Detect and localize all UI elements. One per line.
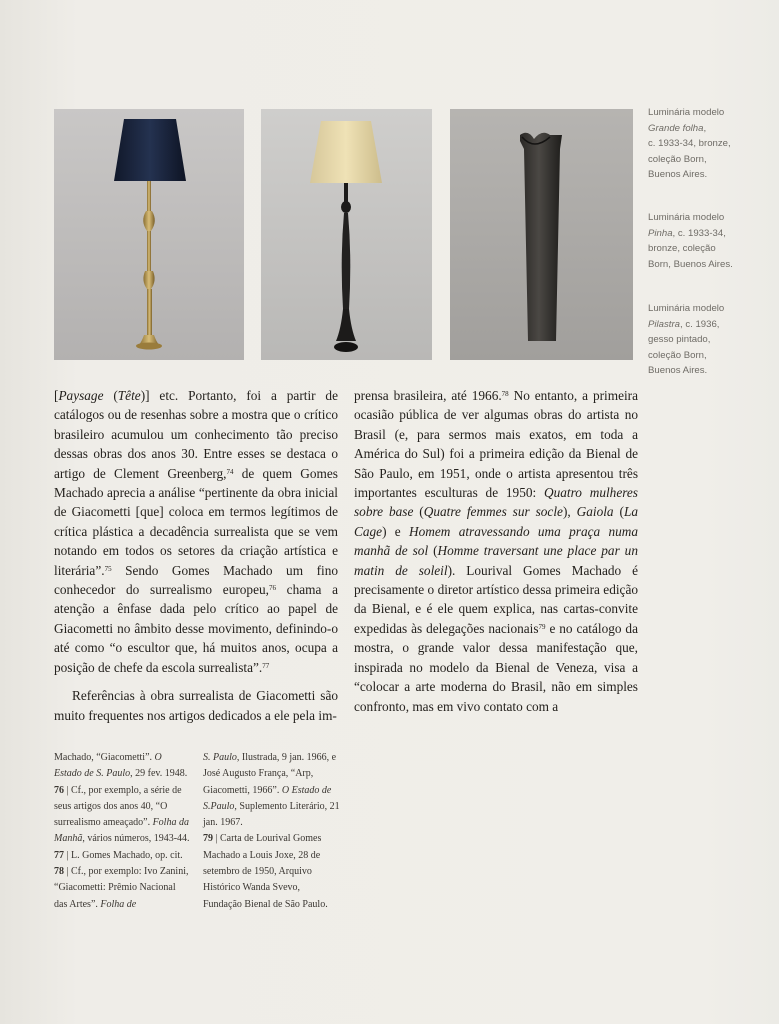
caption-model-name: Pinha bbox=[648, 227, 673, 239]
pillar-lamp-image bbox=[450, 109, 633, 360]
photo-black-lamp bbox=[261, 109, 432, 360]
caption-text: Luminária modelo bbox=[648, 212, 725, 223]
footnotes-left bbox=[54, 750, 190, 913]
footnote-ref-75: 75 bbox=[104, 564, 112, 573]
body-column-right bbox=[354, 386, 638, 716]
footnote: S. Paulo, Ilustrada, 9 jan. 1966, e José Augusto França, “Arp, Giacometti, 1966”. O Estado de S.Paulo, Suplemento Literário, 21 jan. 1967. bbox=[203, 752, 340, 829]
footnote-79: 79 | Carta de Lourival Gomes Machado a Louis Joxe, 28 de setembro de 1950, Arquivo Histórico Wanda Svevo, Fundação Bienal de São Paulo. bbox=[203, 833, 328, 910]
footnote: Machado, “Giacometti”. O Estado de S. Paulo, 29 fev. 1948. bbox=[54, 752, 188, 780]
photo-pillar-lamp bbox=[450, 109, 633, 360]
caption-model-name: Grande folha bbox=[648, 122, 704, 134]
caption-text: coleção Born, bbox=[648, 349, 707, 361]
black-lamp-image bbox=[261, 109, 432, 360]
caption-grande-folha bbox=[648, 105, 768, 183]
paragraph: Referências à obra surrealista de Giacometti são muito frequentes nos artigos dedicados a ele pela im- bbox=[54, 688, 338, 723]
caption-text: coleção Born, bbox=[648, 153, 707, 165]
caption-text: Luminária modelo bbox=[648, 107, 725, 118]
caption-model-name: Pilastra bbox=[648, 318, 680, 330]
gold-lamp-image bbox=[54, 109, 244, 360]
footnote-ref-76: 76 bbox=[268, 584, 276, 593]
caption-pilastra bbox=[648, 301, 768, 379]
caption-text: Luminária modelo bbox=[648, 303, 725, 314]
footnote-ref-79: 79 bbox=[538, 622, 546, 631]
footnote-78: 78 | Cf., por exemplo: Ivo Zanini, “Giacometti: Prêmio Nacional das Artes”. Folha de bbox=[54, 866, 189, 910]
caption-text: , bbox=[703, 122, 707, 134]
body-column-left bbox=[54, 386, 338, 725]
caption-text: bronze, coleção bbox=[648, 243, 716, 254]
caption-text: Born, Buenos Aires. bbox=[648, 258, 733, 270]
caption-text: , c. 1933-34, bbox=[672, 227, 726, 239]
footnote-77: 77 | L. Gomes Machado, op. cit. bbox=[54, 849, 183, 861]
caption-pinha bbox=[648, 210, 768, 272]
footnotes-right bbox=[203, 750, 341, 913]
footnote-76: 76 | Cf., por exemplo, a série de seus artigos dos anos 40, “O surrealismo ameaçado”. Folha da Manhã, vários números, 1943-44. bbox=[54, 784, 190, 845]
paragraph: prensa brasileira, até 1966.78 No entanto, a primeira ocasião pública de ver algumas obras do artista no Brasil (e, para sermos mais exatos, em toda a América do Sul) foi a primeira edição da Bienal de São Paulo, em 1951, onde o artista apresentou três importantes esculturas de 1950: Quatro mulheres sobre base (Quatre femmes sur socle), Gaiola (La Cage) e Homem atravessando uma praça numa manhã de sol (Homme traversant une place par un matin de soleil). Lourival Gomes Machado é precisamente o diretor artístico dessa primeira edição da Bienal, e é ele quem explica, nas cartas-convite expedidas às delegações nacionais$^{79}$ e no catálogo da mostra, o grande valor dessa manifestação que, inspirada no modelo da Bienal de Veneza, visa a “colocar a arte moderna do Brasil, não em simples confronto, mas em vivo contato com a bbox=[354, 388, 639, 714]
paragraph: [Paysage (Tête)] etc. Portanto, foi a partir de catálogos ou de resenhas sobre a mostra que o crítico brasileiro acumulou um conhecimento tão preciso dessas obras dos anos 30. Entre esses se destaca o artigo de Clement Greenberg,$^{74}$ de quem Gomes Machado aprecia a análise “pertinente da obra inicial de Giacometti [que] coloca em termos legítimos de crítica plástica a decadência surrealista que se vem notando em todos os setores da criação artística e literária”.$^{75}$ Sendo Gomes Machado um fino conhecedor do surrealismo europeu,$^{76}$ chama a atenção a ênfase dada pelo crítico ao papel de Giacometti no âmbito desse movimento, definindo-o até como “o escultor que, há muitos anos, ocupa a posição de chefe da escola surrealista”.$^{77}$ bbox=[54, 388, 339, 675]
caption-text: Buenos Aires. bbox=[648, 169, 708, 180]
footnote-ref-78: 78 bbox=[501, 390, 509, 398]
caption-text: , c. 1936, bbox=[680, 318, 720, 330]
caption-text: gesso pintado, bbox=[648, 334, 711, 345]
photo-gold-lamp bbox=[54, 109, 244, 360]
caption-text: Buenos Aires. bbox=[648, 365, 708, 376]
footnote-ref-77: 77 bbox=[262, 661, 270, 670]
footnote-ref-74: 74 bbox=[226, 467, 234, 476]
caption-text: c. 1933-34, bronze, bbox=[648, 138, 731, 149]
